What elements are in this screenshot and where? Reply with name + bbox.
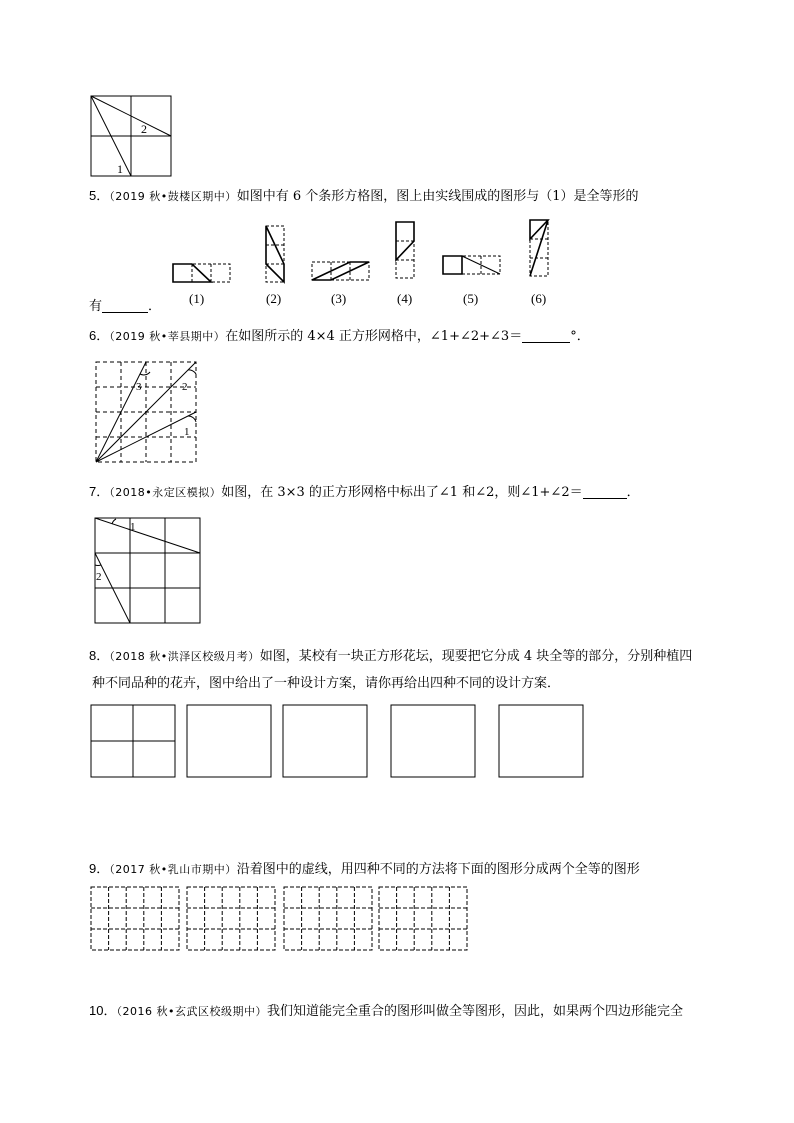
question-source: （2018•永定区模拟）: [109, 486, 222, 499]
figure-q7-grid: [94, 517, 202, 625]
question-source: （2017 秋•乳山市期中）: [109, 863, 237, 876]
answer-blank[interactable]: [583, 482, 627, 499]
angle-label-2: 2: [141, 122, 147, 136]
question-source: （2019 秋•鼓楼区期中）: [109, 190, 237, 203]
strip-label-2: (2): [266, 291, 282, 306]
question-6: [89, 322, 729, 351]
question-text: 沿着图中的虚线，用四种不同的方法将下面的图形分成两个全等的图形: [236, 862, 640, 877]
question-source: （2018 秋•洪泽区校级月考）: [109, 650, 260, 663]
question-10: [89, 997, 729, 1026]
figure-q4-grid: [90, 95, 172, 177]
strip-label-5: (5): [463, 291, 479, 306]
answer-blank[interactable]: [522, 326, 570, 343]
question-5-answer-line: [89, 293, 729, 321]
strip-label-6: (6): [531, 291, 547, 306]
question-source: （2019 秋•莘县期中）: [109, 330, 226, 343]
angle-label-1: 1: [184, 426, 190, 438]
question-text: 在如图所示的 4×4 正方形网格中，∠1+∠2+∠3＝: [225, 329, 523, 344]
question-number: 10．: [89, 1003, 117, 1018]
answer-suffix: ．: [148, 299, 162, 314]
strip-1: [173, 264, 230, 282]
strip-label-4: (4): [397, 291, 413, 306]
question-text: 如图中有 6 个条形方格图，图上由实线围成的图形与（1）是全等形的: [236, 189, 639, 204]
angle-label-1: 1: [130, 521, 136, 533]
strip-label-1: (1): [189, 291, 205, 306]
blank-square-3: [391, 705, 475, 777]
question-tail: ．: [626, 485, 640, 500]
strip-6: [530, 220, 548, 276]
question-7: [89, 478, 729, 507]
question-text-continued: 种不同品种的花卉，图中给出了一种设计方案，请你再给出四种不同的设计方案．: [92, 676, 561, 691]
question-source: （2016 秋•玄武区校级期中）: [116, 1005, 267, 1018]
strip-2: [266, 226, 284, 282]
blank-square-4: [499, 705, 583, 777]
angle-label-2: 2: [96, 571, 102, 583]
answer-blank[interactable]: [102, 296, 148, 313]
question-number: 5．: [89, 188, 110, 203]
question-9: [89, 855, 729, 884]
blank-square-1: [187, 705, 271, 777]
question-number: 6．: [89, 328, 110, 343]
figure-q5-strips: [170, 218, 560, 288]
question-tail: °．: [570, 329, 590, 344]
angle-label-2: 2: [182, 381, 188, 393]
figure-q8-squares: [90, 704, 586, 778]
angle-label-3: 3: [136, 381, 142, 393]
question-number: 7．: [89, 484, 110, 499]
strip-5: [443, 256, 500, 274]
angle-label-1: 1: [117, 162, 123, 176]
blank-square-2: [283, 705, 367, 777]
question-8-line2: [92, 670, 732, 698]
strip-3: [312, 262, 369, 280]
figure-q6-grid: [94, 360, 200, 466]
question-text: 如图，在 3×3 的正方形网格中标出了∠1 和∠2，则∠1+∠2＝: [221, 485, 583, 500]
question-text: 如图，某校有一块正方形花坛，现要把它分成 4 块全等的部分，分别种植四: [259, 649, 693, 664]
question-5: [89, 182, 729, 211]
figure-q9-grids: [90, 886, 470, 952]
answer-prefix: 有: [89, 299, 103, 314]
strip-4: [396, 222, 414, 278]
question-text: 我们知道能完全重合的图形叫做全等图形，因此，如果两个四边形能完全: [266, 1004, 683, 1019]
question-8: [89, 642, 729, 671]
question-number: 8．: [89, 648, 110, 663]
question-number: 9．: [89, 861, 110, 876]
strip-label-3: (3): [331, 291, 347, 306]
